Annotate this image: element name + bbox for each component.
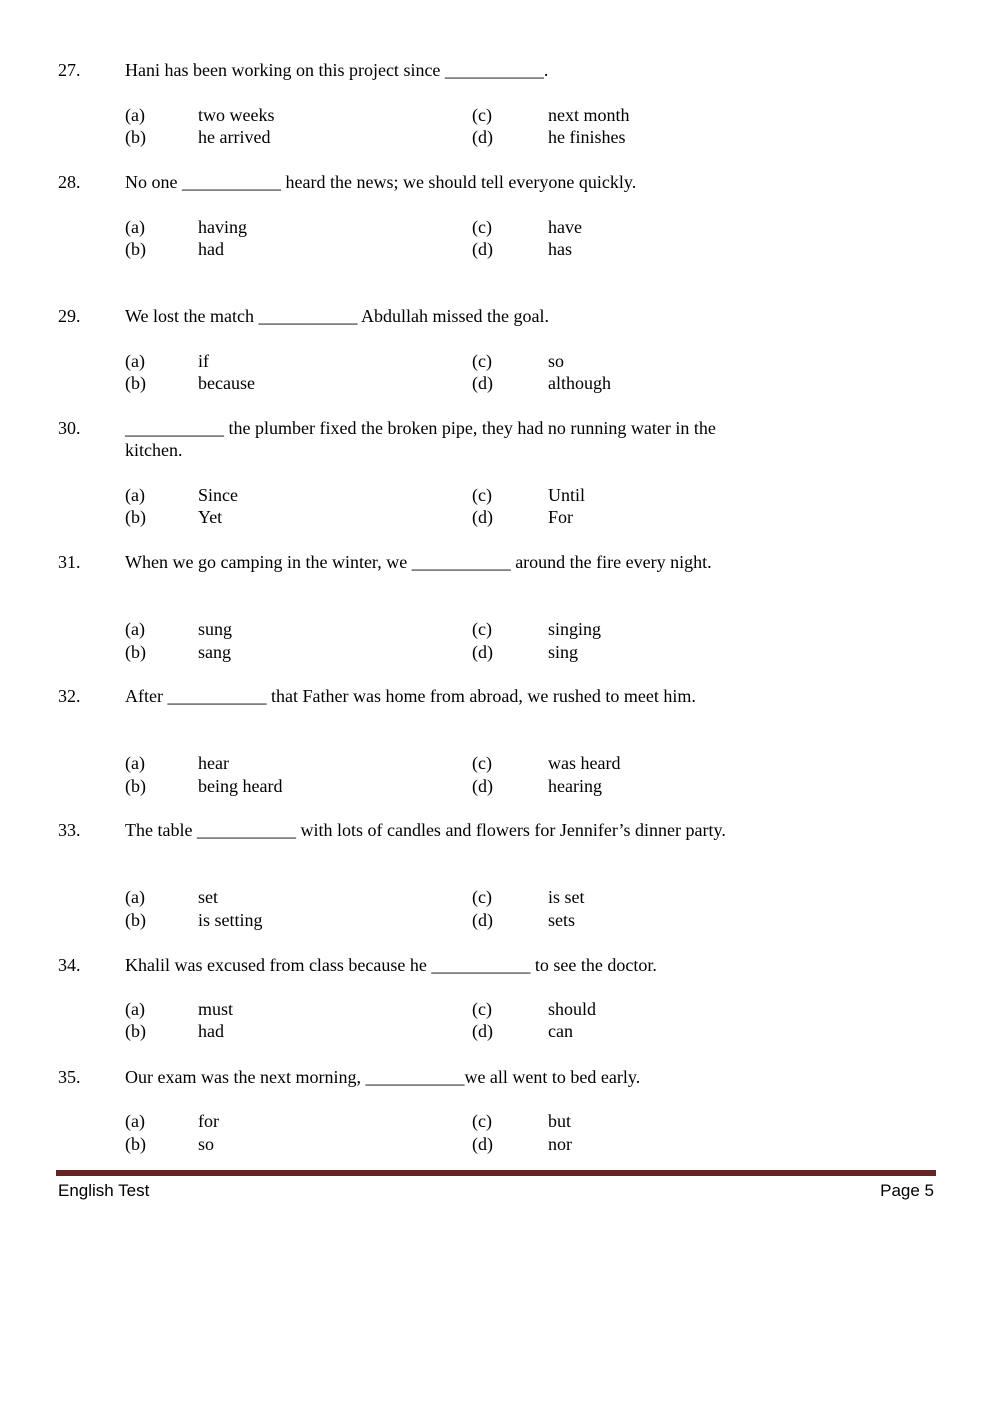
option-b-label: (b) — [125, 1134, 146, 1154]
option-a-text: for — [198, 1111, 219, 1131]
option-b-label: (b) — [125, 776, 146, 796]
question-number: 35. — [58, 1067, 81, 1087]
question-number: 33. — [58, 820, 81, 840]
option-d-label: (d) — [472, 776, 493, 796]
question-number: 32. — [58, 686, 81, 706]
option-d-text: although — [548, 373, 611, 393]
option-b-label: (b) — [125, 239, 146, 259]
option-a-label: (a) — [125, 753, 145, 773]
option-b-label: (b) — [125, 642, 146, 662]
question-text: Hani has been working on this project since ___________. — [125, 60, 549, 80]
option-b-text: being heard — [198, 776, 283, 796]
option-c-label: (c) — [472, 999, 492, 1019]
option-b-text: had — [198, 239, 224, 259]
question-text: We lost the match ___________ Abdullah missed the goal. — [125, 306, 549, 326]
question-number: 28. — [58, 172, 81, 192]
option-d-text: hearing — [548, 776, 602, 796]
option-c-text: next month — [548, 105, 630, 125]
question-text: ___________ the plumber fixed the broken pipe, they had no running water in the kitchen. — [125, 418, 716, 460]
question-number: 30. — [58, 418, 81, 438]
option-a-text: must — [198, 999, 234, 1019]
option-b-label: (b) — [125, 127, 146, 147]
question-number: 34. — [58, 955, 81, 975]
option-d-label: (d) — [472, 1021, 493, 1041]
option-c-text: was heard — [548, 753, 621, 773]
option-a-text: Since — [198, 485, 238, 505]
option-d-label: (d) — [472, 127, 493, 147]
option-d-text: sing — [548, 642, 579, 662]
option-c-text: have — [548, 217, 582, 237]
option-c-text: singing — [548, 619, 602, 639]
option-a-label: (a) — [125, 619, 145, 639]
option-b-text: is setting — [198, 910, 263, 930]
question-text: The table ___________ with lots of candles and flowers for Jennifer’s dinner party. — [125, 820, 726, 840]
question-number: 31. — [58, 552, 81, 572]
option-d-text: he finishes — [548, 127, 626, 147]
option-b-text: because — [198, 373, 255, 393]
option-d-label: (d) — [472, 910, 493, 930]
option-d-label: (d) — [472, 642, 493, 662]
option-d-label: (d) — [472, 373, 493, 393]
option-b-label: (b) — [125, 910, 146, 930]
option-a-label: (a) — [125, 351, 145, 371]
option-d-text: can — [548, 1021, 573, 1041]
option-c-text: but — [548, 1111, 572, 1131]
option-c-label: (c) — [472, 217, 492, 237]
option-b-text: Yet — [198, 507, 223, 527]
option-a-text: two weeks — [198, 105, 275, 125]
option-c-text: Until — [548, 485, 586, 505]
option-b-label: (b) — [125, 1021, 146, 1041]
question-number: 27. — [58, 60, 81, 80]
option-a-text: if — [198, 351, 209, 371]
option-b-label: (b) — [125, 373, 146, 393]
option-a-label: (a) — [125, 105, 145, 125]
option-d-label: (d) — [472, 239, 493, 259]
option-c-label: (c) — [472, 619, 492, 639]
footer-divider — [56, 1170, 936, 1176]
option-c-label: (c) — [472, 105, 492, 125]
option-d-text: has — [548, 239, 572, 259]
option-d-label: (d) — [472, 507, 493, 527]
option-d-label: (d) — [472, 1134, 493, 1154]
option-c-label: (c) — [472, 485, 492, 505]
option-a-text: sung — [198, 619, 233, 639]
option-b-text: sang — [198, 642, 231, 662]
option-b-text: he arrived — [198, 127, 271, 147]
option-d-text: nor — [548, 1134, 572, 1154]
question-text: Khalil was excused from class because he ___________ to see the doctor. — [125, 955, 657, 975]
footer-title: English Test — [58, 1181, 150, 1200]
option-c-text: is set — [548, 887, 585, 907]
option-c-text: should — [548, 999, 597, 1019]
option-b-text: had — [198, 1021, 224, 1041]
page-number: Page 5 — [880, 1181, 934, 1200]
option-d-text: sets — [548, 910, 575, 930]
option-a-label: (a) — [125, 1111, 145, 1131]
option-c-label: (c) — [472, 1111, 492, 1131]
question-text: When we go camping in the winter, we ___________ around the fire every night. — [125, 552, 712, 572]
option-c-text: so — [548, 351, 565, 371]
option-a-label: (a) — [125, 217, 145, 237]
option-a-label: (a) — [125, 485, 145, 505]
option-d-text: For — [548, 507, 574, 527]
option-c-label: (c) — [472, 887, 492, 907]
option-c-label: (c) — [472, 351, 492, 371]
question-number: 29. — [58, 306, 81, 326]
option-c-label: (c) — [472, 753, 492, 773]
option-a-text: set — [198, 887, 218, 907]
option-b-label: (b) — [125, 507, 146, 527]
question-text: After ___________ that Father was home from abroad, we rushed to meet him. — [125, 686, 696, 706]
option-a-text: having — [198, 217, 247, 237]
option-a-text: hear — [198, 753, 229, 773]
option-b-text: so — [198, 1134, 215, 1154]
option-a-label: (a) — [125, 887, 145, 907]
question-text: No one ___________ heard the news; we should tell everyone quickly. — [125, 172, 637, 192]
question-text: Our exam was the next morning, ___________we all went to bed early. — [125, 1067, 641, 1087]
option-a-label: (a) — [125, 999, 145, 1019]
